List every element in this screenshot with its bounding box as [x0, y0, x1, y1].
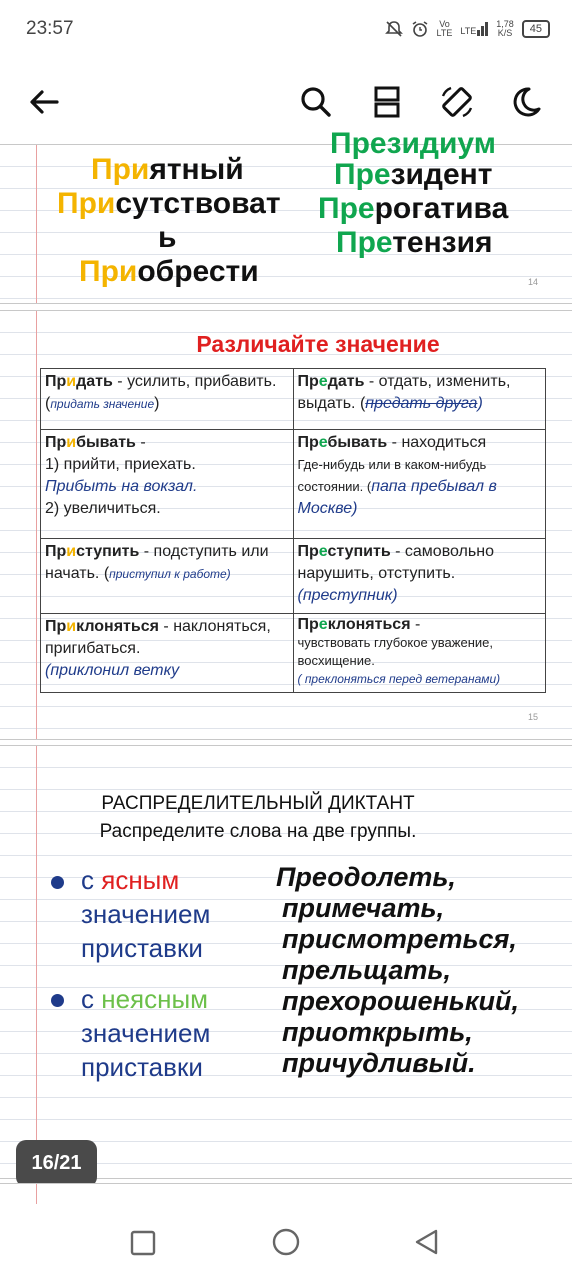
list-item: Преодолеть, — [276, 862, 456, 892]
list-item: присмотреться, — [282, 924, 517, 954]
battery-icon: 45 — [522, 20, 550, 38]
list-item: причудливый. — [282, 1048, 476, 1078]
status-bar — [0, 0, 572, 60]
meaning-table — [40, 368, 546, 693]
bullet-icon — [51, 994, 64, 1007]
word-left-2-tail: ь — [158, 221, 177, 254]
list-item: прехорошенький, — [282, 986, 520, 1016]
word-list — [276, 862, 519, 1079]
word-right-1: Президент — [334, 158, 493, 191]
list-item: примечать, — [282, 893, 445, 923]
table-row — [41, 539, 546, 614]
word-right-3: Претензия — [336, 226, 493, 259]
slide-17-edge — [0, 1183, 572, 1204]
word-left-3: Приобрести — [79, 255, 259, 288]
lte-signal-icon — [460, 22, 488, 36]
table-cell: Приступить - подступить или начать. (приступил к работе) — [41, 539, 294, 614]
volte-indicator: Vo LTE — [436, 19, 453, 38]
status-icons — [385, 16, 550, 42]
clock: 23:57 — [26, 18, 74, 39]
page-number: 15 — [527, 712, 538, 722]
recent-apps-icon[interactable] — [128, 1228, 158, 1263]
word-prezidium: Президиум — [330, 127, 496, 160]
word-left-1: Приятный — [91, 153, 244, 186]
table-cell: Приклоняться - наклоняться, пригибаться. (приклонил ветку — [41, 614, 294, 693]
table-cell: Прибывать - 1) прийти, приехать. Прибыть на вокзал. 2) увеличиться. — [41, 430, 294, 539]
table-cell: Преступить - самовольно нарушить, отступить. (преступник) — [293, 539, 546, 614]
page-layout-icon[interactable] — [367, 82, 407, 122]
night-mode-icon[interactable] — [506, 82, 546, 122]
table-cell: Преклоняться - чувствовать глубокое уважение, восхищение. ( преклоняться перед ветеранами) — [293, 614, 546, 693]
back-arrow-icon[interactable] — [24, 82, 64, 122]
list-item: приоткрыть, — [282, 1017, 473, 1047]
slide-title: Различайте значение — [196, 331, 440, 357]
back-triangle-icon[interactable] — [412, 1227, 442, 1262]
mute-bell-icon — [385, 20, 403, 38]
page-number: 14 — [527, 277, 538, 287]
dictation-heading: РАСПРЕДЕЛИТЕЛЬНЫЙ ДИКТАНТ — [101, 793, 415, 814]
bullet-icon — [51, 876, 64, 889]
word-right-2: Прерогатива — [318, 192, 509, 225]
table-cell: Пребывать - находиться Где-нибудь или в каком-нибудь состоянии. (папа пребывал в Москве) — [293, 430, 546, 539]
page-indicator: 16/21 — [16, 1140, 97, 1187]
table-cell: Предать - отдать, изменить, выдать. (предать друга) — [293, 369, 546, 430]
word-left-2: Присутствоват — [57, 187, 281, 220]
list-item: прельщать, — [282, 955, 451, 985]
group-unclear-prefix: с неясным значением приставки — [81, 984, 211, 1082]
group-clear-prefix: с ясным значением приставки — [81, 865, 211, 963]
home-icon[interactable] — [270, 1226, 302, 1263]
slide-14 — [0, 127, 572, 304]
dictation-instruction: Распределите слова на две группы. — [99, 821, 417, 842]
table-row — [41, 614, 546, 693]
rotate-screen-icon[interactable] — [437, 82, 477, 122]
slide-16 — [0, 745, 572, 1179]
system-nav-bar — [0, 1206, 572, 1280]
lte-label: LTE — [460, 26, 477, 36]
alarm-icon — [411, 20, 429, 38]
table-cell: Придать - усилить, прибавить. (придать значение) — [41, 369, 294, 430]
table-row — [41, 430, 546, 539]
table-row — [41, 369, 546, 430]
network-speed: 1,78 K/S — [496, 19, 514, 38]
search-icon[interactable] — [296, 82, 336, 122]
